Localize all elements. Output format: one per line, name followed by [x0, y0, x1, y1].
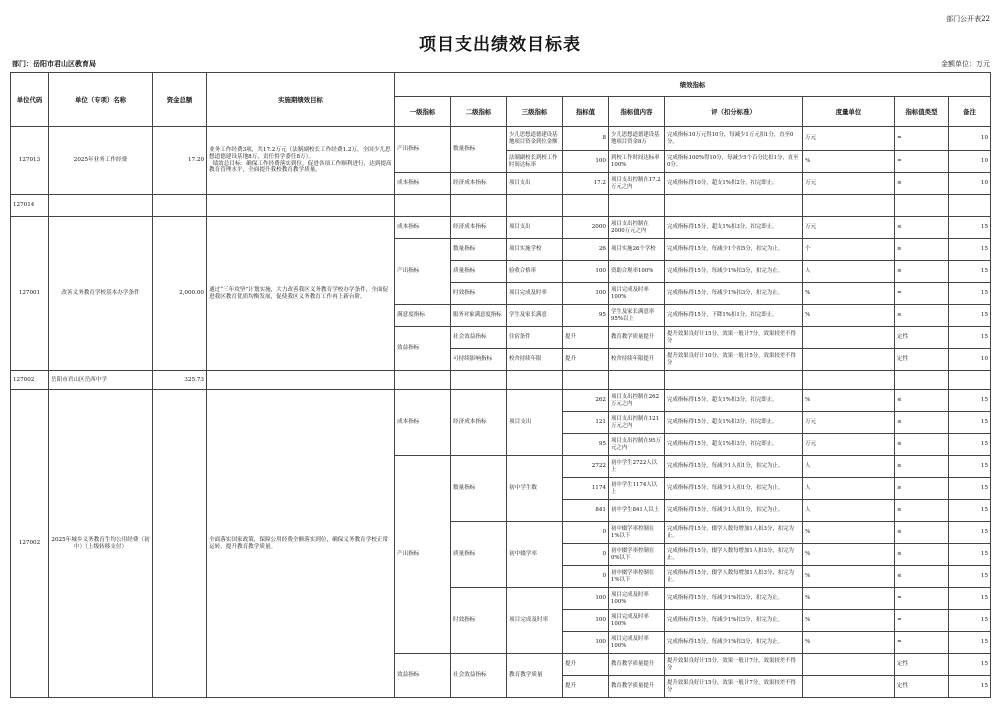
level1: 成本指标: [395, 217, 451, 239]
page-title: 项目支出绩效目标表: [419, 35, 581, 55]
content: 初中辍学率控制在1%以下: [609, 566, 665, 588]
value-type: =: [895, 588, 949, 610]
measure-unit: 万元: [803, 412, 895, 434]
level3: 项目支出: [507, 217, 563, 239]
content: 项目支出控制在262万元之内: [609, 390, 665, 412]
header-measure-unit: 度量单位: [803, 97, 895, 127]
level3: 验收合格率: [507, 261, 563, 283]
value-type: =: [895, 151, 949, 173]
rating: 完成指标得10分，超支1%扣2分，扣完即止。: [665, 173, 803, 195]
content: 项目完成及时率100%: [609, 632, 665, 654]
remark: 15: [949, 566, 991, 588]
measure-unit: 人: [803, 500, 895, 522]
remark: 10: [949, 349, 991, 371]
measure-unit: %: [803, 632, 895, 654]
content: 教育教学质量提升: [609, 676, 665, 698]
value-type: ≤: [895, 261, 949, 283]
goal-text: 全面落实国家政策，保障公用经费全额落实到位，确保义务教育学校正常运转，提升教育教学质量。: [207, 390, 395, 698]
header-unit-name: 单位（专项）名称: [49, 73, 153, 127]
remark: 15: [949, 217, 991, 239]
value: 95: [563, 434, 609, 456]
remark: 15: [949, 412, 991, 434]
value: 17.2: [563, 173, 609, 195]
measure-unit: [803, 654, 895, 676]
content: 校舍持续年限提升: [609, 349, 665, 371]
rating: 完成指标得15分，每减少1%扣3分，扣完为止。: [665, 610, 803, 632]
value: 100: [563, 283, 609, 305]
content: 项目完成及时率100%: [609, 588, 665, 610]
level3: 少儿思想道德建设基地项目资金到位金额: [507, 127, 563, 151]
unit-code: 127002: [11, 390, 49, 698]
measure-unit: %: [803, 522, 895, 544]
value: 1174: [563, 478, 609, 500]
remark: 10: [949, 127, 991, 151]
content: 资助合规率100%: [609, 261, 665, 283]
value-type: 定性: [895, 349, 949, 371]
measure-unit: %: [803, 283, 895, 305]
value-type: 定性: [895, 327, 949, 349]
level1: 成本指标: [395, 173, 451, 195]
value-type: ≤: [895, 434, 949, 456]
value: 262: [563, 390, 609, 412]
remark: 15: [949, 261, 991, 283]
value: 0: [563, 522, 609, 544]
level2: 数量指标: [451, 456, 507, 522]
value-type: ≤: [895, 566, 949, 588]
level3: 学生及家长满意: [507, 305, 563, 327]
value: 提升: [563, 349, 609, 371]
value: 100: [563, 610, 609, 632]
total-funds: 2,000.00: [153, 217, 207, 371]
level1: 产出指标: [395, 239, 451, 305]
header-level3: 三级指标: [507, 97, 563, 127]
value: 2722: [563, 456, 609, 478]
content: 项目完成及时率100%: [609, 283, 665, 305]
rating: 完成指标10万元得10分，每减少1万元扣1分，直至0分。: [665, 127, 803, 151]
value-type: ≤: [895, 544, 949, 566]
rating: 完成指标得15分，每减少1个扣5分，扣完为止。: [665, 239, 803, 261]
value-type: ≤: [895, 412, 949, 434]
unit-code: 127001: [11, 217, 49, 371]
measure-unit: %: [803, 566, 895, 588]
measure-unit: %: [803, 610, 895, 632]
level1: 效益指标: [395, 654, 451, 698]
measure-unit: 万元: [803, 217, 895, 239]
measure-unit: [803, 327, 895, 349]
amount-unit-label: 金额单位：万元: [941, 60, 990, 68]
rating: 完成指标得15分，每减少1%扣3分，扣完为止。: [665, 283, 803, 305]
table-row: [11, 127, 991, 151]
value-type: ≥: [895, 500, 949, 522]
level2: 数量指标: [451, 239, 507, 261]
unit-code: 127014: [11, 195, 49, 217]
level1: 效益指标: [395, 327, 451, 371]
rating: 完成指标得15分，超支1%扣3分，扣完即止。: [665, 434, 803, 456]
unit-name: 改善义务教育学校基本办学条件: [49, 217, 153, 371]
rating: 完成指标得15分，每减少1人扣1分，扣完为止。: [665, 500, 803, 522]
value: 100: [563, 261, 609, 283]
level3: 项目支出: [507, 390, 563, 456]
value: 100: [563, 632, 609, 654]
level2: 时效指标: [451, 283, 507, 305]
rating: 提升效果良好计15分，效果一般计7分，效果较差不得分: [665, 654, 803, 676]
remark: 15: [949, 327, 991, 349]
header-value: 指标值: [563, 97, 609, 127]
table-row: [11, 371, 991, 390]
rating: 完成指标得15分，每减少1%扣3分，扣完为止。: [665, 261, 803, 283]
level2: 社会效益指标: [451, 327, 507, 349]
level2: 数量指标: [451, 127, 507, 173]
value-type: ≤: [895, 522, 949, 544]
level3: 项目实施学校: [507, 239, 563, 261]
content: 学生及家长满意率95%以上: [609, 305, 665, 327]
content: 教育教学质量提升: [609, 327, 665, 349]
value: 提升: [563, 327, 609, 349]
header-value-type: 指标值类型: [895, 97, 949, 127]
content: 项目支出控制在17.2万元之内: [609, 173, 665, 195]
level1: 产出指标: [395, 127, 451, 173]
header-row: [11, 73, 991, 97]
level2: 经济成本指标: [451, 390, 507, 456]
content: 初中学生2722人以上: [609, 456, 665, 478]
value: 2000: [563, 217, 609, 239]
content: 项目支出控制在121万元之内: [609, 412, 665, 434]
header-level1: 一级指标: [395, 97, 451, 127]
level3: 项目支出: [507, 173, 563, 195]
table-row: [11, 217, 991, 239]
level3: 初中辍学率: [507, 522, 563, 588]
unit-code: 127002: [11, 371, 49, 390]
level2: 时效指标: [451, 588, 507, 654]
value-type: ≥: [895, 239, 949, 261]
content: 初中辍学率控制在1%以下: [609, 522, 665, 544]
remark: 10: [949, 151, 991, 173]
measure-unit: 万元: [803, 127, 895, 151]
remark: 10: [949, 173, 991, 195]
measure-unit: 人: [803, 456, 895, 478]
value-type: ≥: [895, 456, 949, 478]
header-unit-code: 单位代码: [11, 73, 49, 127]
rating: 完成指标得15分，超支1%扣3分，扣完即止。: [665, 217, 803, 239]
total-funds: 325.73: [153, 371, 207, 390]
value-type: =: [895, 283, 949, 305]
level1: 产出指标: [395, 456, 451, 654]
content: 项目支出控制在2000万元之内: [609, 217, 665, 239]
performance-table: [10, 72, 991, 698]
remark: 15: [949, 676, 991, 698]
content: 初中学生1174人以上: [609, 478, 665, 500]
rating: 完成指标得15分，每减少1%扣3分，扣完为止。: [665, 588, 803, 610]
remark: 15: [949, 610, 991, 632]
rating: 完成指标得15分，每减少1人扣1分，扣完为止。: [665, 456, 803, 478]
value: 95: [563, 305, 609, 327]
value-type: =: [895, 127, 949, 151]
level3: 初中学生数: [507, 456, 563, 522]
measure-unit: 人: [803, 261, 895, 283]
rating: 完成指标得15分，超支1%扣3分，扣完即止。: [665, 390, 803, 412]
level1: 成本指标: [395, 390, 451, 456]
value-type: =: [895, 610, 949, 632]
level3: 住宿条件: [507, 327, 563, 349]
measure-unit: %: [803, 544, 895, 566]
value-type: ≥: [895, 305, 949, 327]
rating: 提升效果良好计10分，效果一般计5分，效果较差不得分: [665, 349, 803, 371]
remark: 15: [949, 456, 991, 478]
content: 项目实施26个学校: [609, 239, 665, 261]
remark: 15: [949, 478, 991, 500]
value: 0: [563, 544, 609, 566]
measure-unit: %: [803, 390, 895, 412]
table-row: [11, 390, 991, 412]
measure-unit: 万元: [803, 434, 895, 456]
rating: 提升效果良好计15分，效果一般计7分，效果较差不得分: [665, 327, 803, 349]
value: 841: [563, 500, 609, 522]
level1: 满意度指标: [395, 305, 451, 327]
rating: 提升效果良好计15分，效果一般计7分，效果较差不得分: [665, 676, 803, 698]
value-type: ≤: [895, 173, 949, 195]
measure-unit: 人: [803, 478, 895, 500]
measure-unit: [803, 349, 895, 371]
header-goal: 实施期绩效目标: [207, 73, 395, 127]
rating: 完成指标得15分，超支1%扣3分，扣完即止。: [665, 412, 803, 434]
unit-name: 2025年业务工作经费: [49, 127, 153, 195]
measure-unit: %: [803, 151, 895, 173]
level2: 质量指标: [451, 522, 507, 588]
goal-text: 业务工作经费3项，共17.2万元（法制副校长工作经费1.2万，全国少儿思想道德建设基地8万，责任督学委任8万）。 绩效总目标：确保工作经费落实到位，促进各项工作顺利进行，达到提高教育管理水平，全面提升我校教育教学质量。: [207, 127, 395, 195]
value: 121: [563, 412, 609, 434]
remark: 15: [949, 305, 991, 327]
content: 到校工作时间达标率100%: [609, 151, 665, 173]
content: 少儿思想道德建设基地项目资金8万: [609, 127, 665, 151]
content: 项目支出控制在95万元之内: [609, 434, 665, 456]
remark: 15: [949, 544, 991, 566]
rating: 完成指标得15分，每减少1%扣3分，扣完为止。: [665, 632, 803, 654]
remark: 15: [949, 500, 991, 522]
rating: 完成指标得15分，辍学人数每增加1人扣3分，扣完为止。: [665, 522, 803, 544]
table-row: [11, 195, 991, 217]
value: 100: [563, 151, 609, 173]
content: 项目完成及时率100%: [609, 610, 665, 632]
rating: 完成指标得15分，每减少1人扣1分，扣完为止。: [665, 478, 803, 500]
content: 初中学生841人以上: [609, 500, 665, 522]
remark: 15: [949, 632, 991, 654]
content: 教育教学质量提升: [609, 654, 665, 676]
value-type: ≤: [895, 217, 949, 239]
form-number: 部门公开表22: [946, 15, 990, 23]
rating: 完成指标100%得10分，每减少5个百分比扣1分，直至0分。: [665, 151, 803, 173]
unit-name: 岳阳市君山区岳西中学: [49, 371, 153, 390]
value-type: ≥: [895, 478, 949, 500]
rating: 完成指标得15分，辍学人数每增加1人扣3分，扣完为止。: [665, 566, 803, 588]
value: 26: [563, 239, 609, 261]
remark: 15: [949, 239, 991, 261]
measure-unit: [803, 676, 895, 698]
value: 8: [563, 127, 609, 151]
remark: 15: [949, 588, 991, 610]
level2: 可持续影响指标: [451, 349, 507, 371]
measure-unit: 个: [803, 239, 895, 261]
remark: 15: [949, 283, 991, 305]
total-funds: 17.20: [153, 127, 207, 195]
rating: 完成指标得15分，辍学人数每增加1人扣3分，扣完为止。: [665, 544, 803, 566]
value: 0: [563, 566, 609, 588]
value-type: 定性: [895, 676, 949, 698]
rating: 完成指标得15分，下降1%扣1分，扣完即止。: [665, 305, 803, 327]
measure-unit: %: [803, 305, 895, 327]
content: 初中辍学率控制在0%以下: [609, 544, 665, 566]
unit-name: 2025年城乡义务教育生均公用经费（初中）（上级转移支付）: [49, 390, 153, 698]
level3: 项目完成及时率: [507, 283, 563, 305]
measure-unit: %: [803, 588, 895, 610]
header-indicators: 绩效指标: [395, 73, 991, 97]
remark: 15: [949, 654, 991, 676]
header-total-funds: 资金总额: [153, 73, 207, 127]
remark: 15: [949, 522, 991, 544]
value: 提升: [563, 654, 609, 676]
value: 100: [563, 588, 609, 610]
header-level2: 二级指标: [451, 97, 507, 127]
level3: 法制副校长到校工作时间达标率: [507, 151, 563, 173]
level2: 社会效益指标: [451, 654, 507, 698]
measure-unit: 万元: [803, 173, 895, 195]
remark: 15: [949, 390, 991, 412]
header-content: 指标值内容: [609, 97, 665, 127]
remark: 15: [949, 434, 991, 456]
department-label: 部门：岳阳市君山区教育局: [12, 59, 96, 68]
level2: 经济成本指标: [451, 173, 507, 195]
value-type: =: [895, 632, 949, 654]
level2: 经济成本指标: [451, 217, 507, 239]
goal-text: 通过“三年攻坚”计划实施，大力改善我区义务教育学校办学条件，全面促进我区教育优质均衡发展，促使我区义务教育工作再上新台阶。: [207, 217, 395, 371]
level3: 校舍持续年限: [507, 349, 563, 371]
header-remark: 备注: [949, 97, 991, 127]
unit-code: 127013: [11, 127, 49, 195]
level3: 项目完成及时率: [507, 588, 563, 654]
level2: 服务对象满意度指标: [451, 305, 507, 327]
value-type: 定性: [895, 654, 949, 676]
level2: 质量指标: [451, 261, 507, 283]
header-rating: 评（扣分标准）: [665, 97, 803, 127]
value-type: ≤: [895, 390, 949, 412]
value: 提升: [563, 676, 609, 698]
level3: 教育教学质量: [507, 654, 563, 698]
